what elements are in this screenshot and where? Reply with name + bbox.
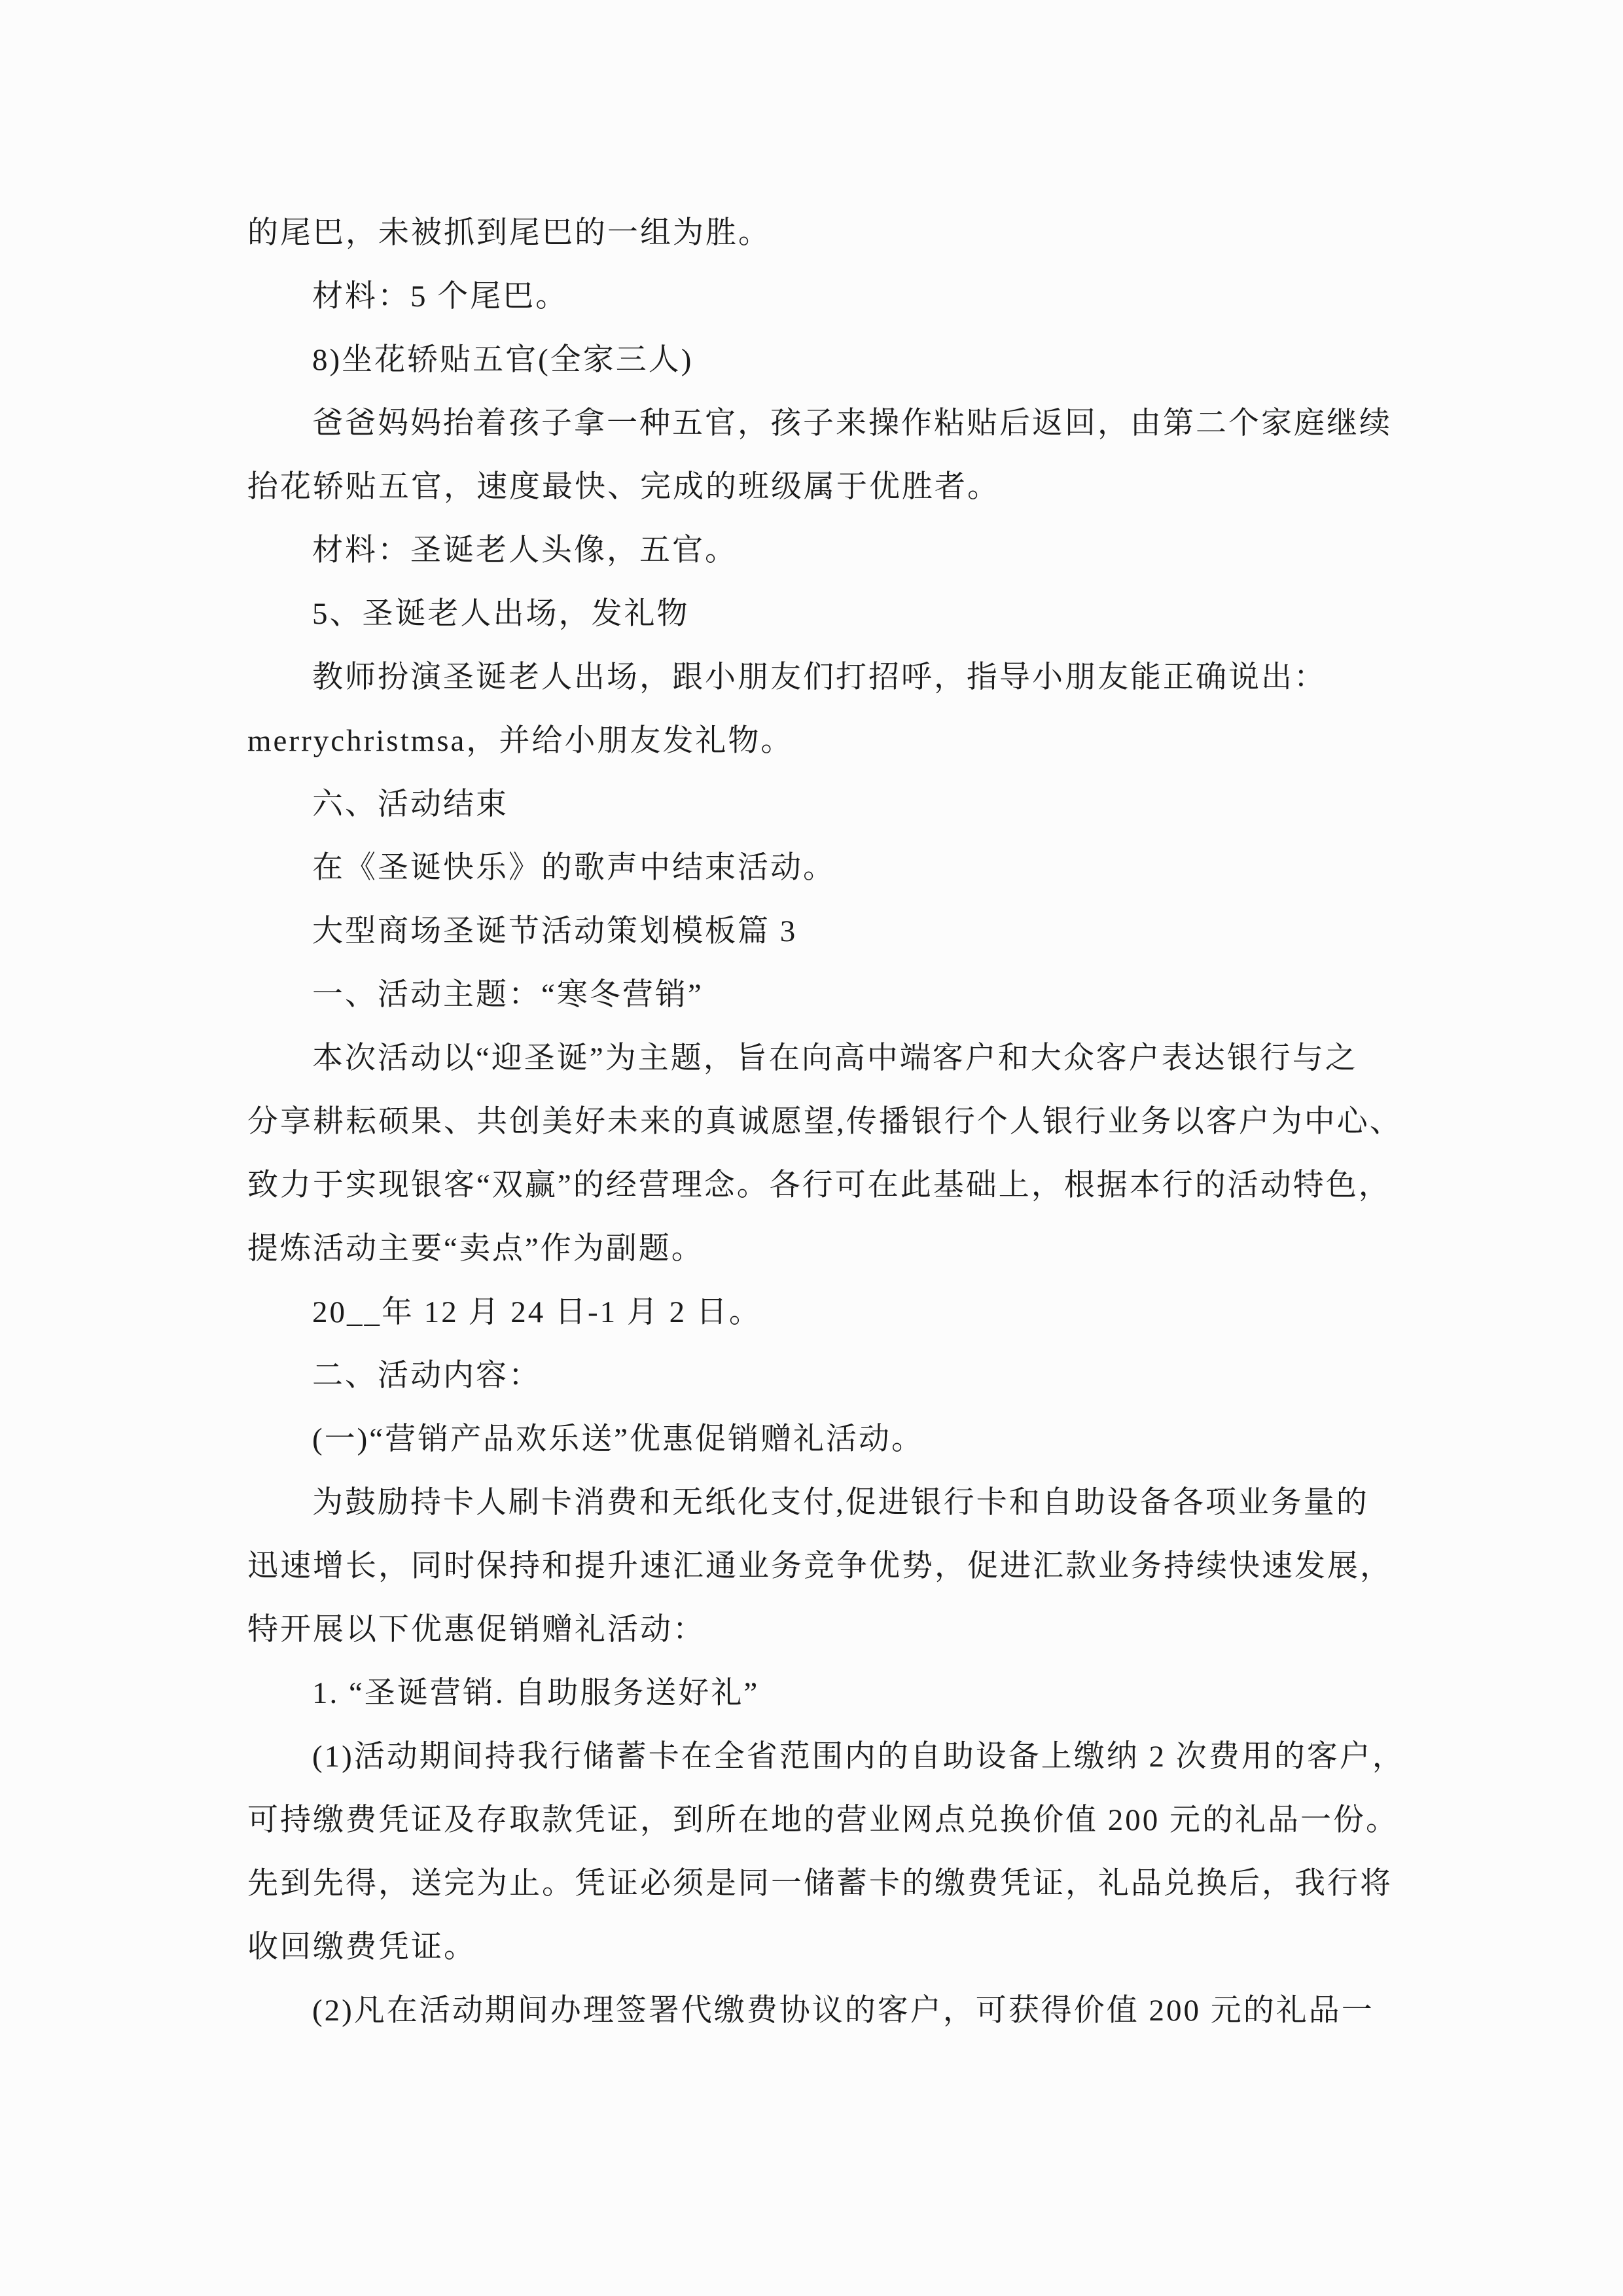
text-line: 为鼓励持卡人刷卡消费和无纸化支付,促进银行卡和自助设备各项业务量的: [312, 1486, 1369, 1520]
text-line: 大型商场圣诞节活动策划模板篇 3: [312, 914, 798, 948]
text-line: 六、活动结束: [312, 787, 508, 821]
text-line: 材料：5 个尾巴。: [312, 279, 569, 314]
text-line: 提炼活动主要“卖点”作为副题。: [247, 1232, 704, 1266]
text-line: 先到先得，送完为止。凭证必须是同一储蓄卡的缴费凭证，礼品兑换后，我行将: [247, 1867, 1393, 1901]
text-line: (一)“营销产品欢乐送”优惠促销赠礼活动。: [312, 1422, 925, 1456]
text-line: 分享耕耘硕果、共创美好未来的真诚愿望,传播银行个人银行业务以客户为中心、: [247, 1105, 1402, 1139]
text-line: (2)凡在活动期间办理签署代缴费协议的客户，可获得价值 200 元的礼品一: [312, 1994, 1374, 2028]
text-line: 二、活动内容：: [312, 1359, 541, 1393]
text-line: 材料：圣诞老人头像，五官。: [312, 533, 738, 567]
text-line: 8)坐花轿贴五官(全家三人): [312, 343, 694, 377]
text-line: (1)活动期间持我行储蓄卡在全省范围内的自助设备上缴纳 2 次费用的客户，: [312, 1740, 1405, 1774]
text-line: merrychristmsa，并给小朋友发礼物。: [247, 724, 794, 758]
text-line: 一、活动主题：“寒冬营销”: [312, 978, 704, 1012]
text-line: 特开展以下优惠促销赠礼活动：: [247, 1613, 705, 1647]
text-line: 致力于实现银客“双赢”的经营理念。各行可在此基础上，根据本行的活动特色，: [247, 1168, 1391, 1202]
text-line: 1. “圣诞营销. 自助服务送好礼”: [312, 1676, 760, 1710]
text-line: 20__年 12 月 24 日-1 月 2 日。: [312, 1295, 762, 1329]
text-line: 爸爸妈妈抬着孩子拿一种五官，孩子来操作粘贴后返回，由第二个家庭继续: [312, 406, 1392, 440]
text-line: 收回缴费凭证。: [247, 1930, 476, 1964]
text-line: 本次活动以“迎圣诞”为主题，旨在向高中端客户和大众客户表达银行与之: [312, 1041, 1358, 1075]
text-line: 教师扮演圣诞老人出场，跟小朋友们打招呼，指导小朋友能正确说出：: [312, 660, 1327, 694]
text-line: 在《圣诞快乐》的歌声中结束活动。: [312, 851, 836, 885]
text-line: 5、圣诞老人出场，发礼物: [312, 597, 690, 631]
text-line: 的尾巴，未被抓到尾巴的一组为胜。: [247, 216, 771, 250]
text-line: 抬花轿贴五官，速度最快、完成的班级属于优胜者。: [247, 470, 1000, 504]
text-line: 迅速增长，同时保持和提升速汇通业务竞争优势，促进汇款业务持续快速发展，: [247, 1549, 1393, 1583]
text-block: [247, 202, 1419, 2043]
text-line: 可持缴费凭证及存取款凭证，到所在地的营业网点兑换价值 200 元的礼品一份。: [247, 1803, 1399, 1837]
